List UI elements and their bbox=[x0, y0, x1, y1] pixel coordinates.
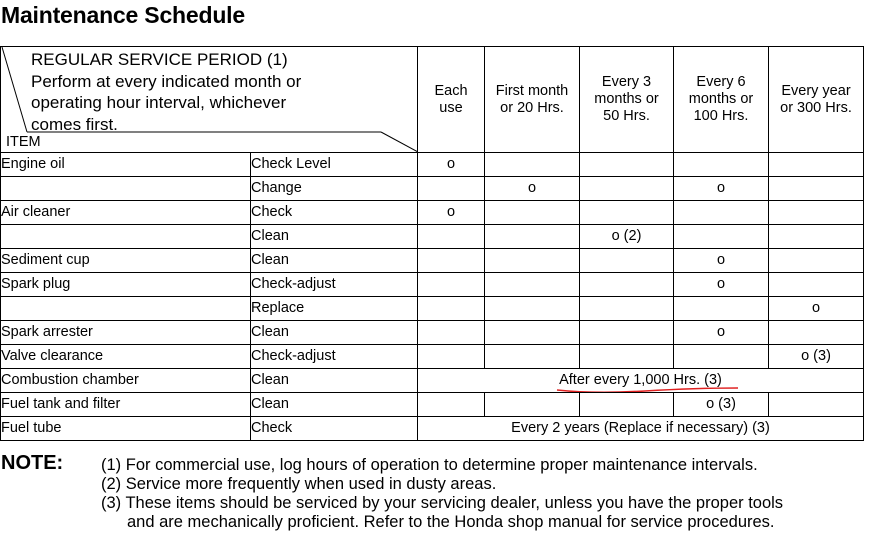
mark-cell bbox=[580, 177, 674, 201]
mark-cell bbox=[418, 177, 485, 201]
col-header-every-6-months bbox=[674, 47, 769, 153]
mark-cell bbox=[580, 321, 674, 345]
regular-service-period-text bbox=[31, 49, 411, 135]
table-row bbox=[1, 321, 864, 345]
col-header-line: Every year bbox=[781, 82, 851, 99]
item-cell: Air cleaner bbox=[1, 201, 251, 225]
table-row bbox=[1, 297, 864, 321]
note-1: (1) For commercial use, log hours of operation to determine proper maintenance intervals. bbox=[101, 456, 758, 474]
col-header-line: use bbox=[439, 99, 463, 116]
mark-cell bbox=[674, 153, 769, 177]
mark-cell bbox=[674, 297, 769, 321]
mark-cell: o bbox=[674, 249, 769, 273]
mark-cell bbox=[418, 345, 485, 369]
table-row bbox=[1, 225, 864, 249]
col-header-line: months or bbox=[594, 91, 659, 108]
mark-cell: o bbox=[674, 273, 769, 297]
col-header-every-year bbox=[769, 47, 864, 153]
mark-cell bbox=[580, 273, 674, 297]
corner-line-4: comes first. bbox=[31, 114, 118, 134]
page-title: Maintenance Schedule bbox=[1, 2, 245, 28]
item-cell: Valve clearance bbox=[1, 345, 251, 369]
action-cell: Change bbox=[251, 177, 418, 201]
action-cell: Check-adjust bbox=[251, 273, 418, 297]
table-row bbox=[1, 345, 864, 369]
col-header-line: 50 Hrs. bbox=[603, 107, 650, 124]
mark-cell bbox=[485, 345, 580, 369]
maintenance-table bbox=[0, 46, 864, 441]
mark-cell bbox=[418, 393, 485, 417]
mark-cell bbox=[418, 321, 485, 345]
table-row bbox=[1, 201, 864, 225]
corner-line-3: operating hour interval, whichever bbox=[31, 93, 287, 112]
col-header-first-month bbox=[485, 47, 580, 153]
table-row bbox=[1, 417, 864, 441]
red-underline-annotation bbox=[555, 385, 740, 393]
mark-cell bbox=[769, 153, 864, 177]
mark-cell: o bbox=[769, 297, 864, 321]
mark-cell bbox=[674, 201, 769, 225]
action-cell: Replace bbox=[251, 297, 418, 321]
mark-cell: o bbox=[485, 177, 580, 201]
col-header-line: or 20 Hrs. bbox=[500, 99, 564, 116]
mark-cell bbox=[769, 225, 864, 249]
action-cell: Check bbox=[251, 417, 418, 441]
mark-cell: o bbox=[418, 153, 485, 177]
action-cell: Clean bbox=[251, 249, 418, 273]
mark-cell: o (3) bbox=[769, 345, 864, 369]
mark-cell: o bbox=[418, 201, 485, 225]
item-cell: Combustion chamber bbox=[1, 369, 251, 393]
mark-cell bbox=[485, 297, 580, 321]
mark-cell bbox=[580, 249, 674, 273]
action-cell: Clean bbox=[251, 225, 418, 249]
mark-cell: o (3) bbox=[674, 393, 769, 417]
mark-cell bbox=[580, 201, 674, 225]
table-row bbox=[1, 249, 864, 273]
header-corner-cell bbox=[1, 47, 418, 153]
notes-list bbox=[101, 456, 783, 532]
corner-line-1: REGULAR SERVICE PERIOD (1) bbox=[31, 50, 288, 69]
col-header-line: months or bbox=[688, 91, 754, 108]
note-3: (3) These items should be serviced by your servicing dealer, unless you have the proper tools bbox=[101, 494, 784, 512]
col-header-every-3-months bbox=[580, 47, 674, 153]
col-header-line: Every 6 bbox=[696, 74, 746, 91]
mark-cell bbox=[769, 249, 864, 273]
span-note-cell bbox=[418, 369, 864, 393]
mark-cell bbox=[485, 225, 580, 249]
mark-cell bbox=[769, 273, 864, 297]
table-row bbox=[1, 153, 864, 177]
corner-line-2: Perform at every indicated month or bbox=[31, 71, 302, 91]
item-cell: Spark arrester bbox=[1, 321, 251, 345]
table-row bbox=[1, 393, 864, 417]
mark-cell bbox=[580, 393, 674, 417]
col-header-line: or 300 Hrs. bbox=[780, 99, 852, 116]
item-cell: Spark plug bbox=[1, 273, 251, 297]
mark-cell bbox=[418, 297, 485, 321]
mark-cell bbox=[769, 177, 864, 201]
mark-cell bbox=[485, 153, 580, 177]
mark-cell bbox=[418, 273, 485, 297]
header-row bbox=[1, 47, 864, 153]
mark-cell bbox=[580, 297, 674, 321]
mark-cell bbox=[485, 273, 580, 297]
note-2: (2) Service more frequently when used in dusty areas. bbox=[101, 475, 497, 493]
mark-cell bbox=[485, 321, 580, 345]
note-3-continued: and are mechanically proficient. Refer to the Honda shop manual for service procedures. bbox=[127, 513, 775, 531]
mark-cell bbox=[674, 345, 769, 369]
annotated-text bbox=[559, 372, 722, 389]
item-cell: Sediment cup bbox=[1, 249, 251, 273]
item-cell: Fuel tube bbox=[1, 417, 251, 441]
action-cell: Check-adjust bbox=[251, 345, 418, 369]
item-cell bbox=[1, 297, 251, 321]
mark-cell bbox=[485, 393, 580, 417]
item-cell bbox=[1, 225, 251, 249]
mark-cell bbox=[485, 249, 580, 273]
mark-cell bbox=[485, 201, 580, 225]
mark-cell bbox=[418, 225, 485, 249]
mark-cell bbox=[674, 225, 769, 249]
col-header-each-use bbox=[418, 47, 485, 153]
table-row bbox=[1, 369, 864, 393]
mark-cell bbox=[769, 393, 864, 417]
mark-cell: o bbox=[674, 177, 769, 201]
mark-cell bbox=[580, 345, 674, 369]
mark-cell: o bbox=[674, 321, 769, 345]
action-cell: Clean bbox=[251, 369, 418, 393]
mark-cell bbox=[769, 321, 864, 345]
item-cell: Fuel tank and filter bbox=[1, 393, 251, 417]
combustion-interval-text: After every 1,000 Hrs. (3) bbox=[559, 372, 722, 389]
table-row bbox=[1, 177, 864, 201]
col-header-line: 100 Hrs. bbox=[693, 107, 749, 124]
mark-cell bbox=[418, 249, 485, 273]
mark-cell bbox=[580, 153, 674, 177]
col-header-line: First month bbox=[495, 82, 569, 99]
mark-cell bbox=[769, 201, 864, 225]
action-cell: Clean bbox=[251, 321, 418, 345]
col-header-line: Every 3 bbox=[601, 74, 652, 91]
mark-cell: o (2) bbox=[580, 225, 674, 249]
item-cell bbox=[1, 177, 251, 201]
note-label: NOTE: bbox=[1, 452, 64, 474]
item-column-label: ITEM bbox=[6, 134, 41, 151]
item-cell: Engine oil bbox=[1, 153, 251, 177]
col-header-line: Each bbox=[434, 82, 468, 99]
action-cell: Check bbox=[251, 201, 418, 225]
action-cell: Check Level bbox=[251, 153, 418, 177]
span-note-cell: Every 2 years (Replace if necessary) (3) bbox=[418, 417, 864, 441]
action-cell: Clean bbox=[251, 393, 418, 417]
table-row bbox=[1, 273, 864, 297]
